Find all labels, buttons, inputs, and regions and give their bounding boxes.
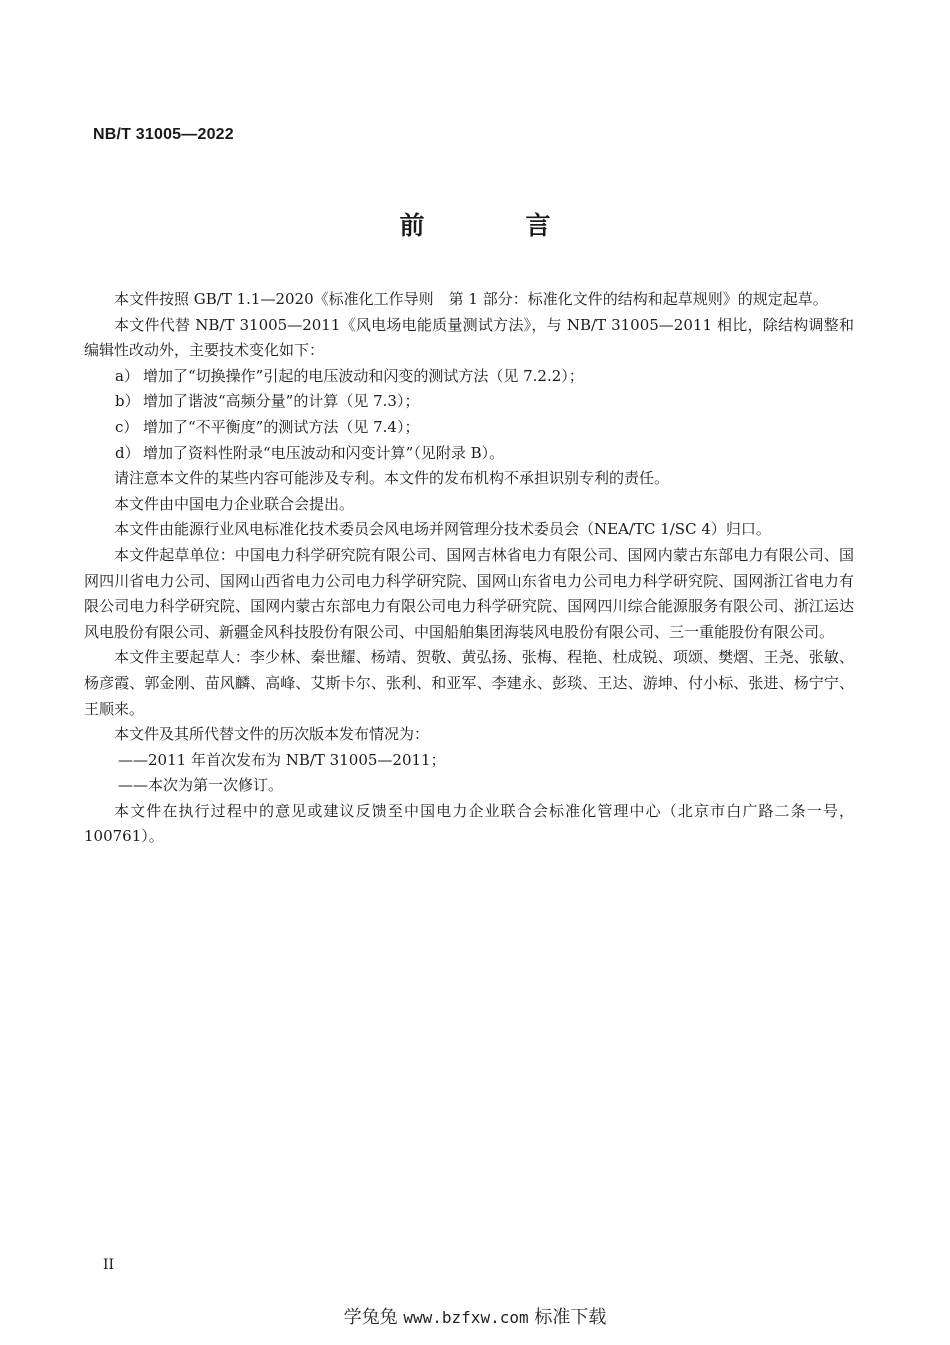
page-number: II bbox=[103, 1257, 115, 1273]
list-item-mark: b） bbox=[115, 392, 140, 411]
foreword-body bbox=[84, 287, 854, 850]
paragraph-drafting-rules: 本文件按照 GB/T 1.1—2020《标准化工作导则 第 1 部分：标准化文件的结构和起草规则》的规定起草。 bbox=[114, 290, 828, 308]
paragraph-proposer: 本文件由中国电力企业联合会提出。 bbox=[114, 494, 355, 513]
paragraph-version-history: 本文件及其所代替文件的历次版本发布情况为： bbox=[114, 725, 430, 744]
list-item-text: 增加了“切换操作”引起的电压波动和闪变的测试方法（见 7.2.2）； bbox=[143, 366, 584, 385]
watermark-prefix: 学兔兔 bbox=[343, 1307, 398, 1328]
watermark-url: www.bzfxw.com bbox=[403, 1308, 529, 1327]
watermark-suffix: 标准下载 bbox=[534, 1307, 607, 1328]
list-item-mark: c） bbox=[115, 417, 139, 436]
list-item-text: 增加了资料性附录“电压波动和闪变计算”（见附录 B）。 bbox=[143, 443, 505, 462]
page-title: 前 言 bbox=[399, 211, 589, 240]
paragraph-drafters: 本文件主要起草人：李少林、秦世耀、杨靖、贺敬、黄弘扬、张梅、程艳、杜成锐、项颂、樊熠、王尧、张敏、杨彦霞、郭金刚、苗风麟、高峰、艾斯卡尔、张利、和亚军、李建永、彭琰、王达、游坤、付小标、张进、杨宁宁、王顺来。 bbox=[84, 648, 854, 718]
list-item-text: 增加了谐波“高频分量”的计算（见 7.3）； bbox=[143, 392, 420, 411]
paragraph-patent-notice: 请注意本文件的某些内容可能涉及专利。本文件的发布机构不承担识别专利的责任。 bbox=[114, 469, 670, 488]
list-item-mark: d） bbox=[115, 443, 140, 462]
list-item bbox=[84, 415, 854, 441]
paragraph-feedback: 本文件在执行过程中的意见或建议反馈至中国电力企业联合会标准化管理中心（北京市白广路二条一号，100761）。 bbox=[84, 801, 854, 846]
list-item-mark: a） bbox=[115, 366, 139, 385]
standard-number: NB/T 31005—2022 bbox=[93, 126, 234, 143]
paragraph-drafting-units: 本文件起草单位：中国电力科学研究院有限公司、国网吉林省电力有限公司、国网内蒙古东部电力有限公司、国网四川省电力公司、国网山西省电力公司电力科学研究院、国网山东省电力公司电力科学研究院、国网浙江省电力有限公司电力科学研究院、国网内蒙古东部电力有限公司电力科学研究院、国网四川综合能源服务有限公司、浙江运达风电股份有限公司、新疆金风科技股份有限公司、中国船舶集团海装风电股份有限公司、三一重能股份有限公司。 bbox=[84, 545, 854, 641]
version-history-item: ——本次为第一次修订。 bbox=[118, 776, 284, 795]
list-item-text: 增加了“不平衡度”的测试方法（见 7.4）； bbox=[143, 417, 420, 436]
version-history-item: ——2011 年首次发布为 NB/T 31005—2011； bbox=[118, 750, 446, 769]
paragraph-replacement: 本文件代替 NB/T 31005—2011《风电场电能质量测试方法》，与 NB/T 31005—2011 相比，除结构调整和编辑性改动外，主要技术变化如下： bbox=[84, 315, 854, 360]
list-item bbox=[84, 389, 854, 415]
list-item bbox=[84, 364, 854, 390]
watermark bbox=[0, 1303, 950, 1329]
list-item bbox=[84, 441, 854, 467]
paragraph-technical-committee: 本文件由能源行业风电标准化技术委员会风电场并网管理分技术委员会（NEA/TC 1/SC 4）归口。 bbox=[114, 520, 771, 539]
